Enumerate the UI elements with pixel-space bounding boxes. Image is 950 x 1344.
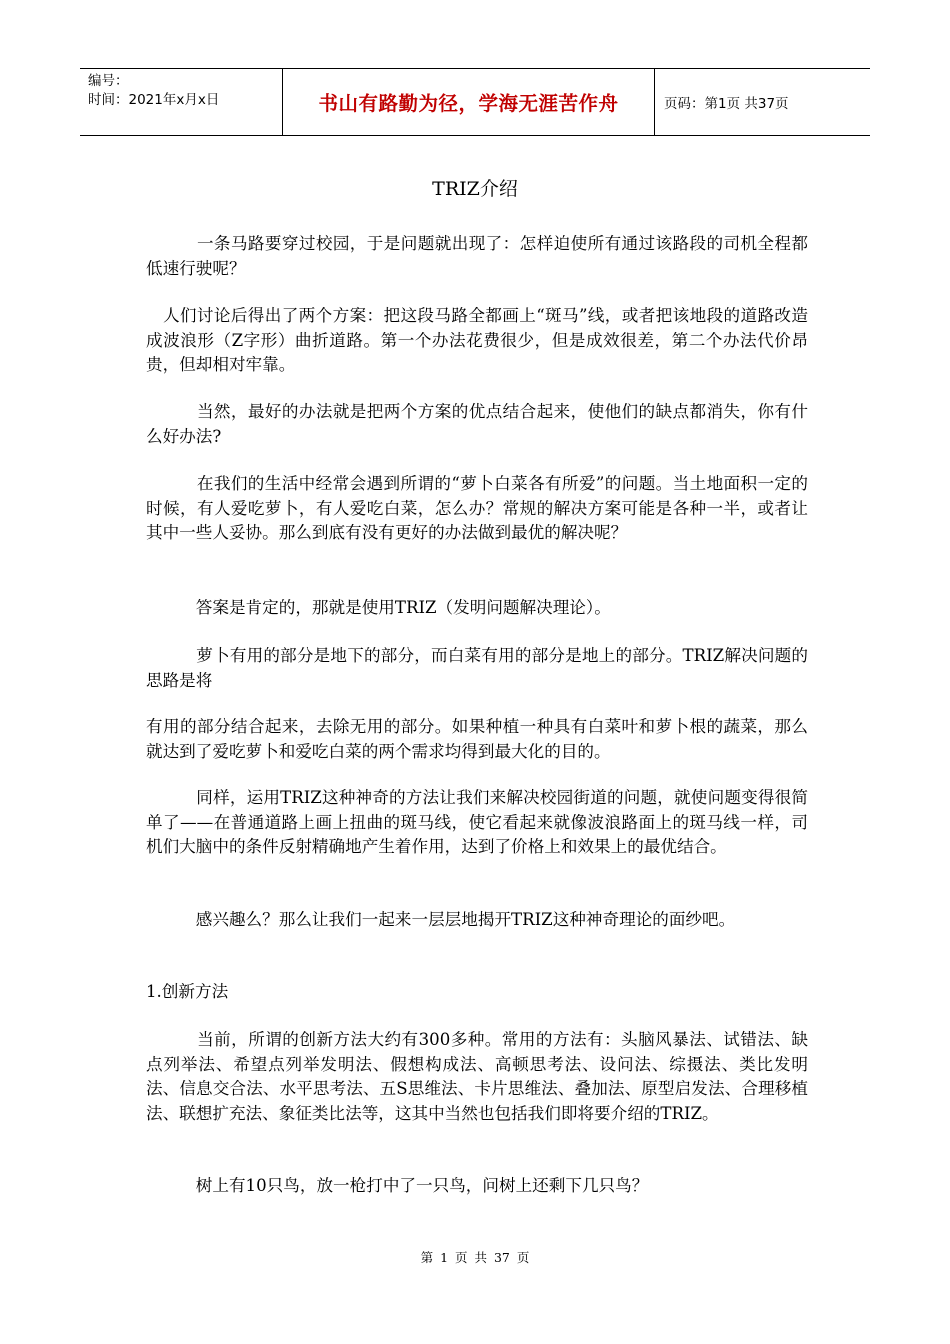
paragraph: 感兴趣么？那么让我们一起来一层层地揭开TRIZ这种神奇理论的面纱吧。 bbox=[146, 910, 736, 929]
paragraph: 有用的部分结合起来，去除无用的部分。如果种植一种具有白菜叶和萝卜根的蔬菜，那么就达到了爱吃萝卜和爱吃白菜的两个需求均得到最大化的目的。 bbox=[146, 717, 808, 761]
paragraph: 在我们的生活中经常会遇到所谓的“萝卜白菜各有所爱”的问题。当土地面积一定的时候，有人爱吃萝卜，有人爱吃白菜，怎么办？常规的解决方案可能是各种一半，或者让其中一些人妥协。那么到底有没有更好的办法做到最优的解决呢？ bbox=[146, 474, 808, 542]
paragraph: 当然，最好的办法就是把两个方案的优点结合起来，使他们的缺点都消失，你有什么好办法? bbox=[146, 402, 808, 446]
page-footer: 第 1 页 共 37 页 bbox=[420, 1250, 530, 1265]
paragraph: 人们讨论后得出了两个方案：把这段马路全都画上“斑马”线，或者把该地段的道路改造成波浪形（Z字形）曲折道路。第一个办法花费很少，但是成效很差，第二个办法代价昂贵，但却相对牢靠。 bbox=[146, 306, 808, 374]
paragraph: 答案是肯定的，那就是使用TRIZ（发明问题解决理论）。 bbox=[146, 598, 611, 617]
document-header bbox=[80, 68, 870, 136]
header-page-info: 页码：第1页 共37页 bbox=[664, 96, 789, 112]
header-motto: 书山有路勤为径，学海无涯苦作舟 bbox=[282, 69, 655, 135]
paragraph: 萝卜有用的部分是地下的部分，而白菜有用的部分是地上的部分。TRIZ解决问题的思路是将 bbox=[146, 646, 808, 690]
document-title: TRIZ介绍 bbox=[432, 178, 518, 200]
paragraph: 树上有10只鸟，放一枪打中了一只鸟，问树上还剩下几只鸟？ bbox=[146, 1176, 649, 1195]
date-label: 时间：2021年x月x日 bbox=[88, 92, 220, 108]
paragraph: 一条马路要穿过校园，于是问题就出现了：怎样迫使所有通过该路段的司机全程都低速行驶呢？ bbox=[146, 234, 808, 278]
paragraph: 当前，所谓的创新方法大约有300多种。常用的方法有：头脑风暴法、试错法、缺点列举法、希望点列举发明法、假想构成法、高顿思考法、设问法、综摄法、类比发明法、信息交合法、水平思考法、五S思维法、卡片思维法、叠加法、原型启发法、合理移植法、联想扩充法、象征类比法等，这其中当然也包括我们即将要介绍的TRIZ。 bbox=[146, 1030, 808, 1123]
header-meta bbox=[80, 69, 282, 135]
paragraph: 同样，运用TRIZ这种神奇的方法让我们来解决校园街道的问题，就使问题变得很简单了——在普通道路上画上扭曲的斑马线，使它看起来就像波浪路面上的斑马线一样，司机们大脑中的条件反射精确地产生着作用，达到了价格上和效果上的最优结合。 bbox=[146, 788, 808, 856]
number-label: 编号： bbox=[88, 73, 129, 89]
section-heading: 1.创新方法 bbox=[146, 982, 229, 1001]
